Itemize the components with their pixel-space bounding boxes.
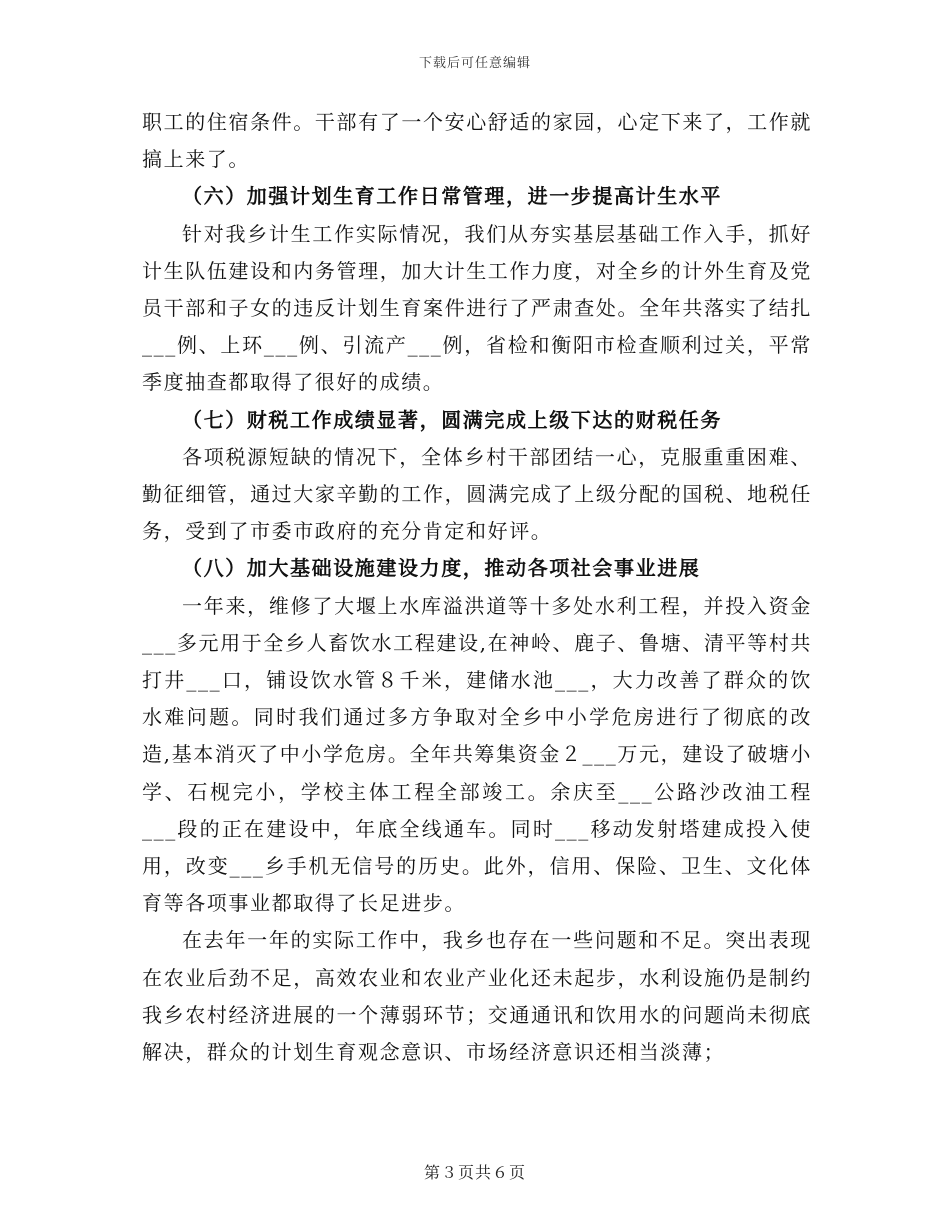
page-number: 第３页共６页 [423,1163,526,1182]
section-heading-6: （六）加强计划生育工作日常管理，进一步提高计生水平 [182,184,722,209]
paragraph-problems: 在去年一年的实际工作中，我乡也存在一些问题和不足。突出表现在农业后劲不足，高效农业和农业产业化还未起步，水利设施仍是制约我乡农村经济进展的一个薄弱环节；交通通讯和饮用水的问题尚未彻底解决，群众的计划生育观念意识、市场经济意识还相当淡薄； [142,928,812,1065]
paragraph-tax: 各项税源短缺的情况下，全体乡村干部团结一心，克服重重困难、勤征细管，通过大家辛勤的工作，圆满完成了上级分配的国税、地税任务，受到了市委市政府的充分肯定和好评。 [142,444,812,544]
section-heading-7: （七）财税工作成绩显著，圆满完成上级下达的财税任务 [182,407,722,432]
paragraph-family-planning: 针对我乡计生工作实际情况，我们从夯实基层基础工作入手，抓好计生队伍建设和内务管理，加大计生工作力度，对全乡的计外生育及党员干部和子女的违反计划生育案件进行了严肃查处。全年共落实了结扎___例、上环___例、引流产___例，省检和衡阳市检查顺利过关，平常季度抽查都取得了很好的成绩。 [142,221,812,395]
section-heading-8: （八）加大基础设施建设力度，推动各项社会事业进展 [182,556,701,581]
paragraph-infrastructure: 一年来，维修了大堰上水库溢洪道等十多处水利工程，并投入资金___多元用于全乡人畜饮水工程建设,在神岭、鹿子、鲁塘、清平等村共打井___口，铺设饮水管８千米，建储水池___，大力改善了群众的饮水难问题。同时我们通过多方争取对全乡中小学危房进行了彻底的改造,基本消灭了中小学危房。全年共筹集资金２___万元，建设了破塘小学、石枧完小，学校主体工程全部竣工。余庆至___公路沙改油工程___段的正在建设中，年底全线通车。同时___移动发射塔建成投入使用，改变___乡手机无信号的历史。此外，信用、保险、卫生、文化体育等各项事业都取得了长足进步。 [142,593,812,916]
document-body [142,104,812,1071]
paragraph-continued: 职工的住宿条件。干部有了一个安心舒适的家园，心定下来了，工作就搞上来了。 [142,110,812,172]
page-header: 下载后可任意编辑 [418,56,531,71]
